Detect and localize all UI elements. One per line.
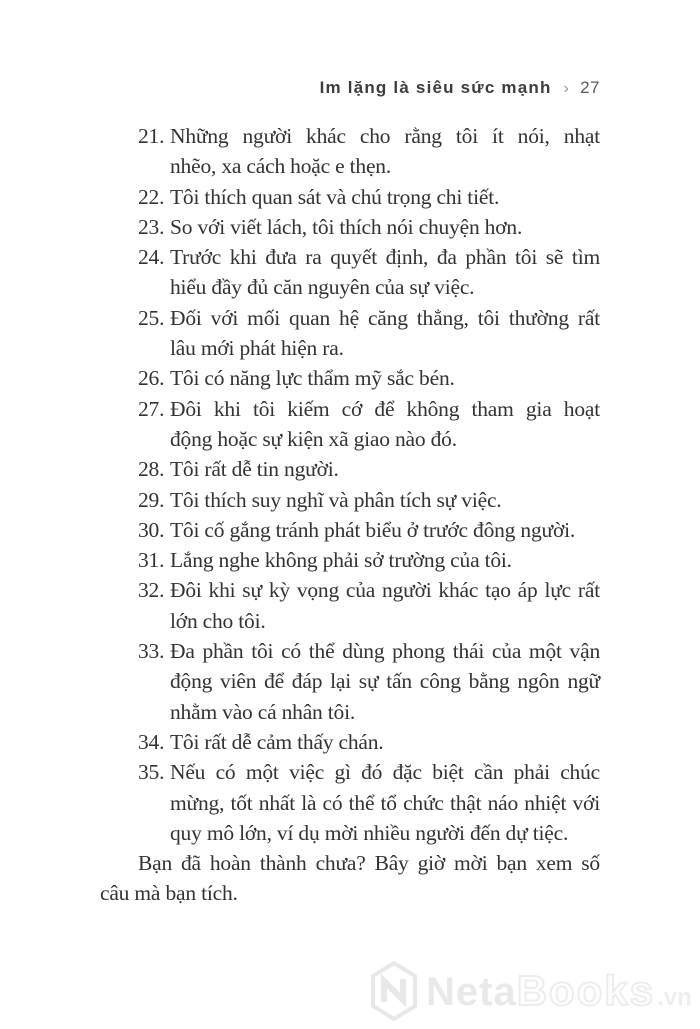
watermark-domain-suffix: .vn bbox=[657, 984, 692, 1011]
item-text bbox=[170, 636, 600, 727]
item-number: 31. bbox=[138, 548, 165, 573]
item-line: Tôi rất dễ tin người. bbox=[170, 457, 339, 482]
closing-line: câu mà bạn tích. bbox=[100, 881, 238, 906]
item-line: lớn cho tôi. bbox=[170, 608, 266, 633]
header-separator: › bbox=[563, 80, 571, 97]
watermark-brand-primary: Neta bbox=[426, 970, 517, 1014]
item-number: 25. bbox=[138, 305, 165, 330]
item-line: Tôi thích quan sát và chú trọng chi tiết. bbox=[170, 184, 500, 209]
item-number: 28. bbox=[138, 457, 165, 482]
list-item bbox=[138, 454, 600, 484]
item-line: Trước khi đưa ra quyết định, đa phần tôi sẽ tìm bbox=[170, 245, 600, 270]
header-title: Im lặng là siêu sức mạnh bbox=[319, 78, 552, 97]
item-number: 21. bbox=[138, 124, 165, 148]
list-item bbox=[138, 121, 600, 182]
item-number: 24. bbox=[138, 245, 165, 270]
list-item bbox=[138, 242, 600, 303]
item-line: quy mô lớn, ví dụ mời nhiều người đến dự tiệc. bbox=[170, 820, 569, 845]
running-header bbox=[100, 78, 600, 98]
netabooks-logo-icon bbox=[370, 960, 418, 1022]
item-number: 27. bbox=[138, 396, 165, 421]
item-text bbox=[170, 121, 600, 182]
list-item bbox=[138, 212, 600, 242]
item-text bbox=[170, 363, 600, 393]
list-item bbox=[138, 757, 600, 848]
item-line: nhằm vào cá nhân tôi. bbox=[170, 699, 356, 724]
item-text bbox=[170, 515, 600, 545]
item-text bbox=[170, 394, 600, 455]
watermark bbox=[370, 956, 692, 1026]
item-number: 35. bbox=[138, 760, 165, 785]
item-line: Đa phần tôi có thể dùng phong thái của một vận bbox=[170, 639, 600, 664]
item-line: So với viết lách, tôi thích nói chuyện hơn. bbox=[170, 214, 523, 239]
item-line: Đối với mối quan hệ căng thẳng, tôi thường rất bbox=[170, 305, 600, 330]
item-number: 32. bbox=[138, 578, 165, 603]
item-line: động hoặc sự kiện xã giao nào đó. bbox=[170, 426, 457, 451]
list-item bbox=[138, 394, 600, 455]
item-number: 34. bbox=[138, 729, 165, 754]
item-number: 29. bbox=[138, 487, 165, 512]
item-line: Lắng nghe không phải sở trường của tôi. bbox=[170, 548, 512, 573]
item-line: Đôi khi tôi kiếm cớ để không tham gia hoạt bbox=[170, 396, 600, 421]
item-line: Tôi thích suy nghĩ và phân tích sự việc. bbox=[170, 487, 502, 512]
item-text bbox=[170, 575, 600, 636]
list-item bbox=[138, 303, 600, 364]
item-number: 30. bbox=[138, 517, 165, 542]
list-item bbox=[138, 363, 600, 393]
list-item bbox=[138, 727, 600, 757]
item-number: 22. bbox=[138, 184, 165, 209]
list-item bbox=[138, 182, 600, 212]
item-line: Những người khác cho rằng tôi ít nói, nhạt bbox=[170, 124, 600, 148]
item-line: động viên để đáp lại sự tấn công bằng ngôn ngữ bbox=[170, 669, 600, 694]
item-line: hiểu đầy đủ căn nguyên của sự việc. bbox=[170, 275, 475, 300]
closing-line: Bạn đã hoàn thành chưa? Bây giờ mời bạn xem số bbox=[138, 851, 600, 876]
list-item bbox=[138, 485, 600, 515]
list-item bbox=[138, 636, 600, 727]
item-text bbox=[170, 242, 600, 303]
item-text bbox=[170, 303, 600, 364]
item-number: 23. bbox=[138, 214, 165, 239]
item-text bbox=[170, 757, 600, 848]
list-item bbox=[138, 545, 600, 575]
item-line: Tôi có năng lực thẩm mỹ sắc bén. bbox=[170, 366, 455, 391]
page-number: 27 bbox=[580, 78, 600, 97]
item-number: 26. bbox=[138, 366, 165, 391]
item-line: mừng, tốt nhất là có thể tổ chức thật náo nhiệt với bbox=[170, 790, 600, 815]
item-line: Tôi cố gắng tránh phát biểu ở trước đông người. bbox=[170, 517, 576, 542]
item-line: Tôi rất dễ cảm thấy chán. bbox=[170, 729, 384, 754]
item-text bbox=[170, 454, 600, 484]
item-text bbox=[170, 182, 600, 212]
item-text bbox=[170, 545, 600, 575]
item-number: 33. bbox=[138, 639, 165, 664]
item-text bbox=[170, 212, 600, 242]
item-line: Nếu có một việc gì đó đặc biệt cần phải chúc bbox=[170, 760, 600, 785]
watermark-brand-secondary: Books bbox=[516, 967, 656, 1014]
list-item bbox=[138, 575, 600, 636]
item-text bbox=[170, 727, 600, 757]
item-line: lâu mới phát hiện ra. bbox=[170, 336, 344, 361]
page-text-block bbox=[0, 121, 700, 909]
item-text bbox=[170, 485, 600, 515]
list-item bbox=[138, 515, 600, 545]
item-line: Đôi khi sự kỳ vọng của người khác tạo áp lực rất bbox=[170, 578, 600, 603]
item-line: nhẽo, xa cách hoặc e thẹn. bbox=[170, 154, 392, 179]
closing-paragraph bbox=[100, 848, 600, 909]
watermark-text bbox=[426, 967, 692, 1015]
question-list bbox=[0, 121, 700, 848]
